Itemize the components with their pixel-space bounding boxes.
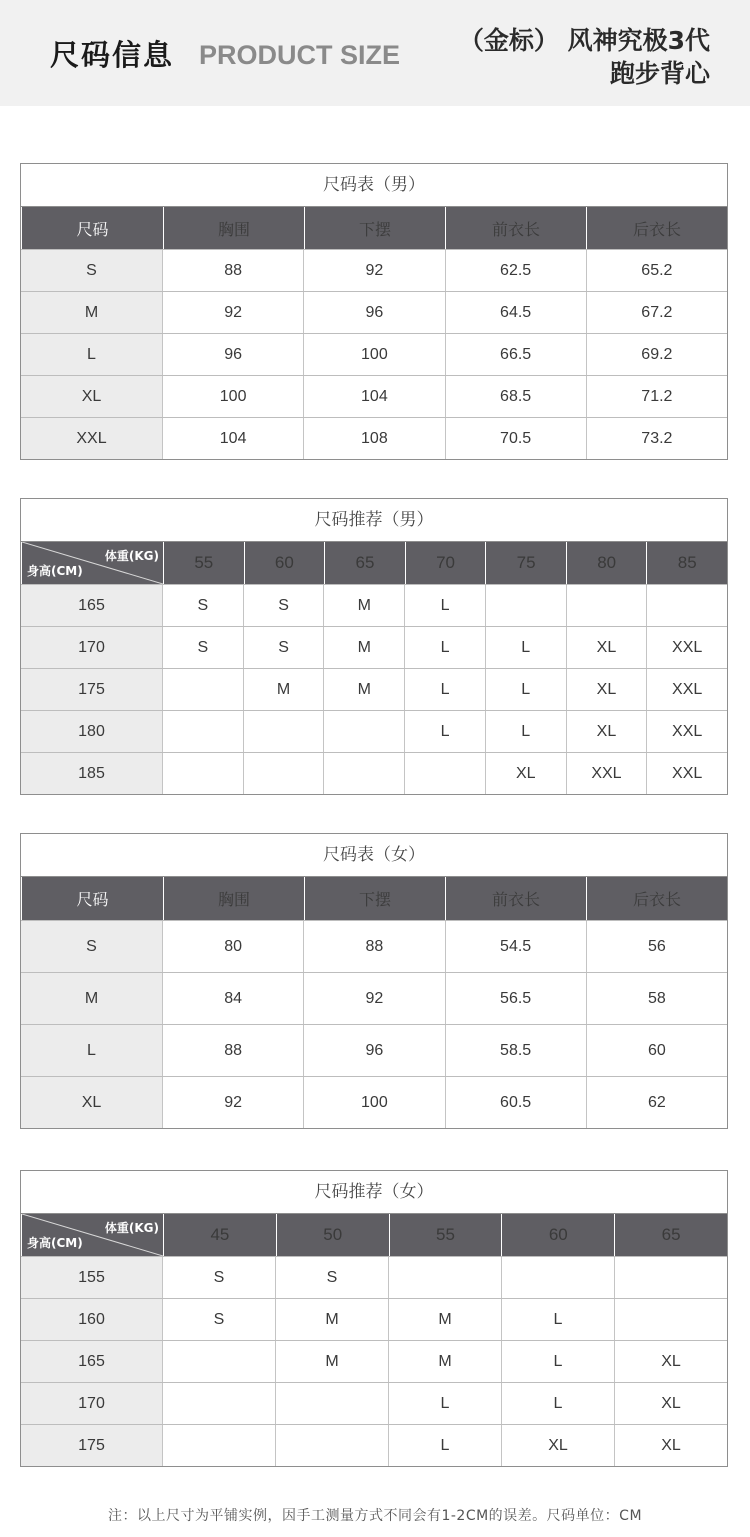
table-row <box>21 668 727 710</box>
table-cell: 104 <box>162 418 303 459</box>
recommend-cell: L <box>404 711 485 752</box>
recommend-cell <box>275 1383 388 1424</box>
table-cell: 66.5 <box>445 334 586 375</box>
header-cell: 下摆 <box>304 877 445 920</box>
recommend-cell: XL <box>485 753 566 794</box>
size-label-cell: L <box>21 334 162 375</box>
header-cell: 前衣长 <box>445 207 586 249</box>
recommend-cell <box>162 711 243 752</box>
table-row <box>21 584 727 626</box>
weight-header-cell: 80 <box>566 542 647 584</box>
recommend-cell: S <box>243 627 324 668</box>
header-cell: 尺码 <box>21 877 163 920</box>
recommend-cell: L <box>388 1425 501 1466</box>
table-cell: 100 <box>303 334 444 375</box>
recommend-cell: L <box>485 627 566 668</box>
table-row <box>21 417 727 459</box>
recommend-cell <box>404 753 485 794</box>
recommend-cell: XXL <box>646 753 727 794</box>
measurement-note: 注：以上尺寸为平铺实例，因手工测量方式不同会有1-2CM的误差。尺码单位：CM <box>107 1508 643 1524</box>
recommend-cell: XL <box>614 1341 727 1382</box>
recommend-cell: L <box>404 627 485 668</box>
table-cell: 62.5 <box>445 250 586 291</box>
table-header-row <box>21 542 727 584</box>
recommend-cell: L <box>485 711 566 752</box>
height-axis-label: 身高(CM) <box>27 1236 83 1250</box>
height-label-cell: 165 <box>21 585 162 626</box>
recommend-cell: M <box>275 1341 388 1382</box>
recommend-cell <box>162 669 243 710</box>
recommend-cell: S <box>162 585 243 626</box>
recommend-cell <box>162 1383 275 1424</box>
weight-header-cell: 65 <box>614 1214 727 1256</box>
table-cell: 92 <box>303 250 444 291</box>
table-cell: 62 <box>586 1077 727 1128</box>
height-label-cell: 185 <box>21 753 162 794</box>
table-cell: 60.5 <box>445 1077 586 1128</box>
table-row <box>21 1298 727 1340</box>
table-cell: 69.2 <box>586 334 727 375</box>
recommend-cell: L <box>501 1341 614 1382</box>
table-row <box>21 333 727 375</box>
header-cell: 尺码 <box>21 207 163 249</box>
size-label-cell: XXL <box>21 418 162 459</box>
recommend-cell <box>388 1257 501 1298</box>
table-cell: 65.2 <box>586 250 727 291</box>
recommend-cell <box>243 753 324 794</box>
recommend-cell <box>162 1425 275 1466</box>
women-recommend-table <box>20 1170 728 1467</box>
recommend-cell: XXL <box>646 711 727 752</box>
table-cell: 92 <box>162 292 303 333</box>
recommend-cell: M <box>388 1341 501 1382</box>
height-axis-label: 身高(CM) <box>27 564 83 578</box>
table-row <box>21 291 727 333</box>
weight-header-cell: 45 <box>163 1214 276 1256</box>
height-label-cell: 165 <box>21 1341 162 1382</box>
weight-header-cell: 55 <box>389 1214 502 1256</box>
header-cell: 胸围 <box>163 207 304 249</box>
recommend-cell: XL <box>566 669 647 710</box>
table-cell: 54.5 <box>445 921 586 972</box>
table-cell: 100 <box>303 1077 444 1128</box>
table-cell: 96 <box>303 292 444 333</box>
women-size-table <box>20 833 728 1129</box>
recommend-cell <box>162 1341 275 1382</box>
header-cell: 后衣长 <box>586 207 727 249</box>
weight-axis-label: 体重(KG) <box>104 1221 159 1235</box>
recommend-cell: XL <box>566 627 647 668</box>
recommend-cell: L <box>501 1383 614 1424</box>
height-label-cell: 155 <box>21 1257 162 1298</box>
table-header-row <box>21 207 727 249</box>
table-cell: 92 <box>162 1077 303 1128</box>
recommend-cell <box>162 753 243 794</box>
weight-header-cell: 60 <box>244 542 325 584</box>
recommend-cell: L <box>404 585 485 626</box>
recommend-cell: S <box>275 1257 388 1298</box>
table-row <box>21 710 727 752</box>
table-row <box>21 752 727 794</box>
table-cell: 80 <box>162 921 303 972</box>
table-cell: 56 <box>586 921 727 972</box>
table-row <box>21 1424 727 1466</box>
height-label-cell: 170 <box>21 1383 162 1424</box>
weight-axis-label: 体重(KG) <box>104 549 159 563</box>
page-title: 尺码信息 <box>50 38 175 72</box>
weight-header-cell: 65 <box>324 542 405 584</box>
product-name <box>430 24 710 90</box>
recommend-cell: L <box>388 1383 501 1424</box>
table-cell: 88 <box>303 921 444 972</box>
table-title: 尺码表（女） <box>21 834 727 877</box>
men-size-table <box>20 163 728 460</box>
header-cell: 前衣长 <box>445 877 586 920</box>
weight-header-cell: 85 <box>646 542 727 584</box>
table-row <box>21 920 727 972</box>
size-label-cell: S <box>21 921 162 972</box>
table-cell: 73.2 <box>586 418 727 459</box>
recommend-cell: M <box>243 669 324 710</box>
table-cell: 58 <box>586 973 727 1024</box>
diagonal-corner-cell <box>21 1214 163 1256</box>
recommend-cell: M <box>275 1299 388 1340</box>
recommend-cell <box>501 1257 614 1298</box>
recommend-cell <box>646 585 727 626</box>
height-label-cell: 180 <box>21 711 162 752</box>
header-cell: 胸围 <box>163 877 304 920</box>
recommend-cell <box>485 585 566 626</box>
table-cell: 68.5 <box>445 376 586 417</box>
recommend-cell: S <box>162 1257 275 1298</box>
table-cell: 104 <box>303 376 444 417</box>
size-label-cell: M <box>21 973 162 1024</box>
height-label-cell: 175 <box>21 1425 162 1466</box>
recommend-cell: S <box>162 1299 275 1340</box>
table-row <box>21 1024 727 1076</box>
recommend-cell: XXL <box>646 627 727 668</box>
weight-header-cell: 50 <box>276 1214 389 1256</box>
table-cell: 88 <box>162 250 303 291</box>
recommend-cell: S <box>162 627 243 668</box>
table-row <box>21 249 727 291</box>
height-label-cell: 160 <box>21 1299 162 1340</box>
table-row <box>21 1076 727 1128</box>
table-header-row <box>21 1214 727 1256</box>
table-cell: 96 <box>162 334 303 375</box>
table-row <box>21 1340 727 1382</box>
table-cell: 67.2 <box>586 292 727 333</box>
table-cell: 84 <box>162 973 303 1024</box>
recommend-cell <box>243 711 324 752</box>
table-cell: 96 <box>303 1025 444 1076</box>
header-cell: 下摆 <box>304 207 445 249</box>
size-label-cell: XL <box>21 1077 162 1128</box>
table-header-row <box>21 877 727 920</box>
table-cell: 70.5 <box>445 418 586 459</box>
diagonal-corner-cell <box>21 542 163 584</box>
recommend-cell <box>614 1299 727 1340</box>
recommend-cell: L <box>485 669 566 710</box>
recommend-cell: XL <box>501 1425 614 1466</box>
recommend-cell: XL <box>614 1425 727 1466</box>
recommend-cell <box>275 1425 388 1466</box>
recommend-cell <box>566 585 647 626</box>
recommend-cell: S <box>243 585 324 626</box>
table-row <box>21 1382 727 1424</box>
table-title: 尺码推荐（女） <box>21 1171 727 1214</box>
table-cell: 88 <box>162 1025 303 1076</box>
recommend-cell <box>614 1257 727 1298</box>
recommend-cell <box>323 753 404 794</box>
height-label-cell: 170 <box>21 627 162 668</box>
table-title: 尺码推荐（男） <box>21 499 727 542</box>
table-cell: 58.5 <box>445 1025 586 1076</box>
recommend-cell: M <box>323 627 404 668</box>
table-cell: 56.5 <box>445 973 586 1024</box>
recommend-cell: M <box>323 669 404 710</box>
recommend-cell: XXL <box>566 753 647 794</box>
recommend-cell: XXL <box>646 669 727 710</box>
table-cell: 71.2 <box>586 376 727 417</box>
recommend-cell: XL <box>614 1383 727 1424</box>
size-label-cell: S <box>21 250 162 291</box>
table-cell: 60 <box>586 1025 727 1076</box>
product-name-line-2: 跑步背心 <box>609 59 710 88</box>
height-label-cell: 175 <box>21 669 162 710</box>
table-cell: 92 <box>303 973 444 1024</box>
weight-header-cell: 55 <box>163 542 244 584</box>
table-cell: 100 <box>162 376 303 417</box>
table-cell: 64.5 <box>445 292 586 333</box>
weight-header-cell: 75 <box>485 542 566 584</box>
size-label-cell: XL <box>21 376 162 417</box>
recommend-cell: L <box>404 669 485 710</box>
size-label-cell: M <box>21 292 162 333</box>
header-banner <box>0 0 750 106</box>
product-name-line-1: （金标） 风神究极3代 <box>458 26 710 55</box>
weight-header-cell: 60 <box>501 1214 614 1256</box>
recommend-cell: XL <box>566 711 647 752</box>
table-title: 尺码表（男） <box>21 164 727 207</box>
table-row <box>21 1256 727 1298</box>
recommend-cell <box>323 711 404 752</box>
table-row <box>21 972 727 1024</box>
header-cell: 后衣长 <box>586 877 727 920</box>
recommend-cell: L <box>501 1299 614 1340</box>
page-title-english: PRODUCT SIZE <box>199 40 401 70</box>
table-row <box>21 375 727 417</box>
recommend-cell: M <box>388 1299 501 1340</box>
weight-header-cell: 70 <box>405 542 486 584</box>
size-label-cell: L <box>21 1025 162 1076</box>
recommend-cell: M <box>323 585 404 626</box>
men-recommend-table <box>20 498 728 795</box>
table-row <box>21 626 727 668</box>
table-cell: 108 <box>303 418 444 459</box>
